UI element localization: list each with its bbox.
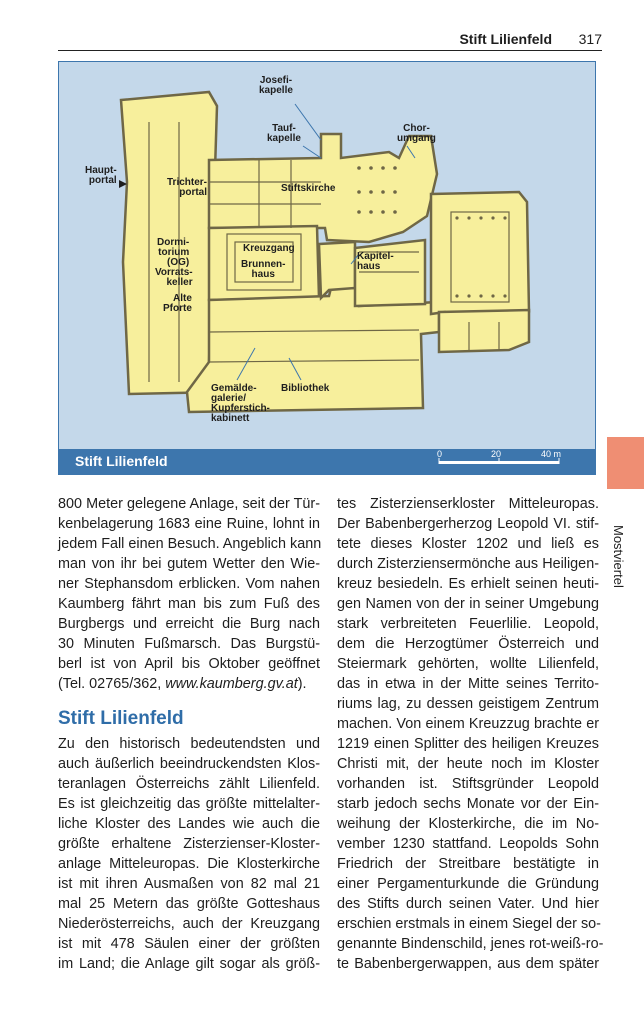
text-line: Niederösterreichs, auch der Kreuzgang: [58, 916, 320, 932]
text-line: Christi mit, der heute noch im Kloster: [337, 756, 599, 772]
text-line: im Land; die Anlage gilt sogar als größ-: [58, 956, 320, 972]
east-link: [355, 240, 425, 306]
text-line: kenbelagerung 1683 eine Ruine, lohnt in: [58, 516, 320, 532]
floor-plan-drawing: [59, 62, 596, 475]
paragraph-history: [337, 494, 604, 974]
text-line: kreuz besiedeln. Es erhielt seinen heuti-: [337, 576, 599, 592]
text-line: ner Stephansdom erblicken. Vom nahen: [58, 576, 320, 592]
east-connector: [319, 242, 355, 298]
text-line: machen. Von einem Kreuzzug brachte er: [337, 716, 599, 732]
section-tab: [607, 437, 644, 489]
text-line: vember 1230 stattfand. Leopolds Sohn: [337, 836, 599, 852]
running-head-title: Stift Lilienfeld: [459, 31, 552, 47]
section-tab-label: Mostviertel: [611, 525, 626, 588]
text-line: berl ist von April bis Oktober geöffnet: [58, 656, 320, 672]
label-stiftskirche: Stiftskirche: [281, 183, 336, 194]
text-line: ist mit 478 Säulen einer der größten: [58, 936, 320, 952]
label-kapitelhaus: Kapitel- haus: [357, 251, 394, 272]
text-line: Friedrich der Streitbare bestätigte in: [337, 856, 599, 872]
text-fragment: ).: [297, 676, 307, 692]
text-line: 1219 einen Splitter des heiligen Kreuzes: [337, 736, 599, 752]
text-line: ist mit ihren Ausmaßen von 82 mal 21: [58, 876, 320, 892]
text-line: einer Pergamenturkunde die Gründung: [337, 876, 599, 892]
page-number: 317: [578, 31, 602, 47]
text-line: des Stifts durch seinen Vater. Und hier: [337, 896, 599, 912]
text-line: riums lag, zu dessen geistigem Zentrum: [337, 696, 599, 712]
text-line: liche Kloster des Landes wie auch die: [58, 816, 320, 832]
text-line: durch Zisterziensermönche aus Heiligen-: [337, 556, 599, 572]
map-caption-bar: [59, 449, 595, 474]
scale-zero: 0: [437, 449, 443, 459]
text-line: 30 Minuten Fußmarsch. Das Burgstü-: [58, 636, 320, 652]
text-line: Es ist gleichzeitig das größte mittelalter-: [58, 796, 320, 812]
text-line: [58, 674, 320, 694]
text-line: dem die Herzogtümer Österreich und: [337, 636, 599, 652]
section-heading: Stift Lilienfeld: [58, 708, 184, 729]
text-line: Burgbergs und erreicht die Burg nach: [58, 616, 320, 632]
text-line: gen Namen von der in seiner Umgebung: [337, 596, 599, 612]
text-column-left: [58, 494, 320, 974]
text-line: vorhanden ist. Stiftsgründer Leopold: [337, 776, 599, 792]
text-line: Zu den historisch bedeutendsten und: [58, 736, 320, 752]
text-fragment: (Tel. 02765/362,: [58, 676, 166, 692]
text-line: größte erhaltene Zisterzienser-Kloster-: [58, 836, 320, 852]
label-hauptportal: Haupt- portal: [85, 165, 117, 186]
label-trichterportal: Trichter- portal: [167, 177, 208, 198]
label-taufkapelle: Tauf- kapelle: [267, 123, 301, 144]
label-josefikapelle: Josefi- kapelle: [259, 75, 293, 96]
text-line: man von ihr bei gutem Wetter den Wie-: [58, 556, 320, 572]
text-line: tete dieses Kloster 1202 und ließ es: [337, 536, 599, 552]
text-line: erschien erstmals in einem Siegel der so-: [337, 916, 601, 932]
text-line: anlage Mitteleuropas. Die Klosterkirche: [58, 856, 320, 872]
paragraph-burg: [58, 494, 320, 694]
label-altepforte: Alte Pforte: [163, 293, 192, 314]
text-line: mal 25 Metern das größte Gotteshaus: [58, 896, 320, 912]
text-line: auch äußerlich beeindruckendsten Klos-: [58, 756, 320, 772]
text-line: Steiermark gehörten, wollte Lilienfeld,: [337, 656, 599, 672]
label-kreuzgang: Kreuzgang: [243, 243, 295, 254]
scale-mid: 20: [491, 449, 502, 459]
label-bibliothek: Bibliothek: [281, 383, 330, 394]
text-column-right: [337, 494, 604, 974]
text-line: stark verbreiteten Feuerlilie. Leopold,: [337, 616, 599, 632]
text-line: jedem Fall einen Besuch. Angeblich kann: [58, 536, 322, 552]
text-line: starb jedoch sechs Monate vor der Ein-: [337, 796, 599, 812]
running-head: [58, 28, 602, 51]
floor-plan-map: [58, 61, 596, 475]
text-line: te Babenbergerwappen, aus dem später: [337, 956, 599, 972]
label-dormitorium: Dormi- torium (OG): [157, 237, 190, 268]
text-line: tes Zisterzienserkloster Mitteleuropas.: [337, 496, 599, 512]
label-vorratskeller: Vorrats- keller: [155, 267, 193, 288]
text-line: teranlagen Österreichs zählt Lilienfeld.: [58, 776, 320, 792]
east-annex: [439, 310, 529, 352]
label-brunnenhaus: Brunnen- haus: [241, 259, 286, 280]
scale-end: 40 m: [541, 449, 562, 459]
text-line: weihung der Klosterkirche, die im No-: [337, 816, 599, 832]
text-line: das in etwa in der Mitte seines Territo-: [337, 676, 599, 692]
map-caption: Stift Lilienfeld: [75, 453, 168, 469]
text-line: Der Babenbergerherzog Leopold VI. stif-: [337, 516, 599, 532]
label-gemaeldegalerie: Gemälde- galerie/ Kupferstich- kabinett: [211, 383, 270, 424]
label-chorumgang: Chor- umgang: [397, 123, 436, 144]
website-link[interactable]: www.kaumberg.gv.at: [165, 676, 298, 692]
text-line: 800 Meter gelegene Anlage, seit der Tür-: [58, 496, 320, 512]
paragraph-stift: [58, 734, 320, 974]
text-line: Kaumberg fährt man bis zum Fuß des: [58, 596, 320, 612]
text-line: genannte Bindenschild, jenes rot-weiß-ro-: [337, 936, 604, 952]
